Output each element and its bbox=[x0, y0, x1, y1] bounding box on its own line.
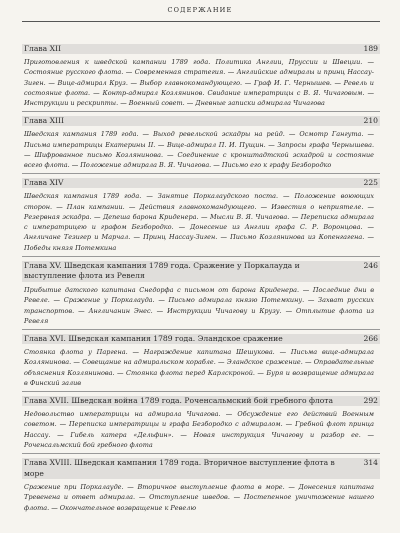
chapter-heading bbox=[22, 178, 380, 188]
header-rule bbox=[22, 21, 380, 22]
chapter-heading bbox=[22, 116, 380, 126]
chapter-18 bbox=[22, 458, 380, 513]
chapter-description: Приготовления к шведской кампании 1789 года. Политика Англии, Пруссии и Швеции. — Состояние русского флота. — Современная стратегия. — Английские адмиралы и принц Нассау-Зиген. — Вице-адмирал Круз. — Выбор главнокомандующего. — Граф И. Г. Чернышев. — Ревель и состояние флота. — Контр-адмирал Козлянинов. Свидание императрицы с В. Я. Чичаговым. — Инструкции и рескрипты. — Военный совет. — Дневные записки адмирала Чичагова bbox=[24, 58, 374, 108]
separator bbox=[22, 111, 380, 112]
chapter-heading bbox=[22, 261, 380, 282]
chapter-description: Шведская кампания 1789 года. — Занятие Поркалаудского поста. — Положение воюющих сторон. — План кампании. — Действия главнокомандующего. — Известия о неприятеле. — Резервная эскадра. — Депеша барона Криденера. — Мысли В. Я. Чичагова. — Переписка адмирала с императрицею и графом Безбородко. — Донесение из Англии графа С. Р. Воронцова. — Англичане Тезигер и Марчал. — Принц Нассау-Зиген. — Письмо Козлянинова из Копенгагена. — Победы князя Потемкина bbox=[24, 192, 374, 252]
chapter-heading bbox=[22, 44, 380, 54]
chapter-16 bbox=[22, 334, 380, 388]
chapter-heading bbox=[22, 396, 380, 406]
chapter-title: Глава XIV bbox=[24, 178, 64, 188]
chapter-title: Глава XVII. Шведская война 1789 года. Роченсальмский бой гребного флота bbox=[24, 396, 334, 406]
chapter-page-number: 246 bbox=[363, 260, 378, 270]
chapter-description: Стоянка флота у Паргена. — Награждение капитана Шешукова. — Письма вице-адмирала Козлянинова. — Совещание на адмиральском корабле. — Эландское сражение. — Оправдательные объяснения Козлянинова. — Стоянка флота перед Карлскроной. — Буря и возвращение адмирала в Финский залив bbox=[24, 348, 374, 387]
chapter-17 bbox=[22, 396, 380, 450]
chapter-title: Глава XVI. Шведская кампания 1789 года. Эландское сражение bbox=[24, 334, 283, 344]
chapter-title: Глава XIII bbox=[24, 116, 65, 126]
separator bbox=[22, 173, 380, 174]
chapter-12 bbox=[22, 44, 380, 108]
separator bbox=[22, 329, 380, 330]
separator bbox=[22, 391, 380, 392]
chapter-title: Глава XV. Шведская кампания 1789 года. Сражение у Поркалауда и выступление флота из Ревеля bbox=[24, 260, 300, 281]
page-header: СОДЕРЖАНИЕ bbox=[167, 6, 233, 14]
chapter-title: Глава XVIII. Шведская кампания 1789 года. Вторичное выступление флота в море bbox=[24, 458, 335, 478]
chapter-page-number: 225 bbox=[363, 178, 378, 188]
chapter-description: Шведская кампания 1789 года. — Выход ревельской эскадры на рейд. — Осмотр Гангута. — Письма императрицы Екатерины II. — Вице-адмирал П. И. Пущин. — Запросы графа Чернышева. — Шифрованное письмо Козлянинова. — Соединение с кронштадтской эскадрой и состояние всего флота. — Положение адмирала В. Я. Чичагова. — Письмо его к графу Безбородко bbox=[24, 130, 374, 170]
chapter-heading bbox=[22, 334, 380, 344]
chapter-page-number: 210 bbox=[363, 116, 378, 126]
chapter-14 bbox=[22, 178, 380, 253]
separator bbox=[22, 256, 380, 257]
chapter-description: Сражение при Поркалауде. — Вторичное выступление флота в море. — Донесения капитана Тревенена и ответ адмирала. — Отступление шведов. — Постепенное уничтожение нашего флота. — Окончательное возвращение к Ревелю bbox=[24, 483, 374, 512]
chapter-page-number: 292 bbox=[363, 396, 378, 406]
chapter-title: Глава XII bbox=[24, 44, 62, 53]
chapter-page-number: 314 bbox=[363, 458, 378, 468]
chapter-description: Прибытие датского капитана Снедорфа с письмом от барона Криденера. — Последние дни в Ревеле. — Сражение у Поркалауда. — Письмо адмирала князю Потемкину. — Захват русских транспортов. — Англичанин Энес. — Инструкции Чичагову и Крузу. — Отплытие флота из Ревеля bbox=[24, 285, 374, 325]
chapter-15 bbox=[22, 261, 380, 326]
chapter-description: Недовольство императрицы на адмирала Чичагова. — Обсуждение его действий Военным советом. — Переписка императрицы и графа Безбородко с адмиралом. — Гребной флот принца Нассау. — Гибель катера «Дельфин». — Новая инструкция Чичагову и разбор ее. — Роченсальмский бой гребного флота bbox=[24, 410, 374, 449]
chapter-13 bbox=[22, 116, 380, 170]
chapter-page-number: 189 bbox=[363, 44, 378, 53]
chapter-heading bbox=[22, 458, 380, 479]
separator bbox=[22, 453, 380, 454]
chapter-page-number: 266 bbox=[363, 334, 378, 344]
